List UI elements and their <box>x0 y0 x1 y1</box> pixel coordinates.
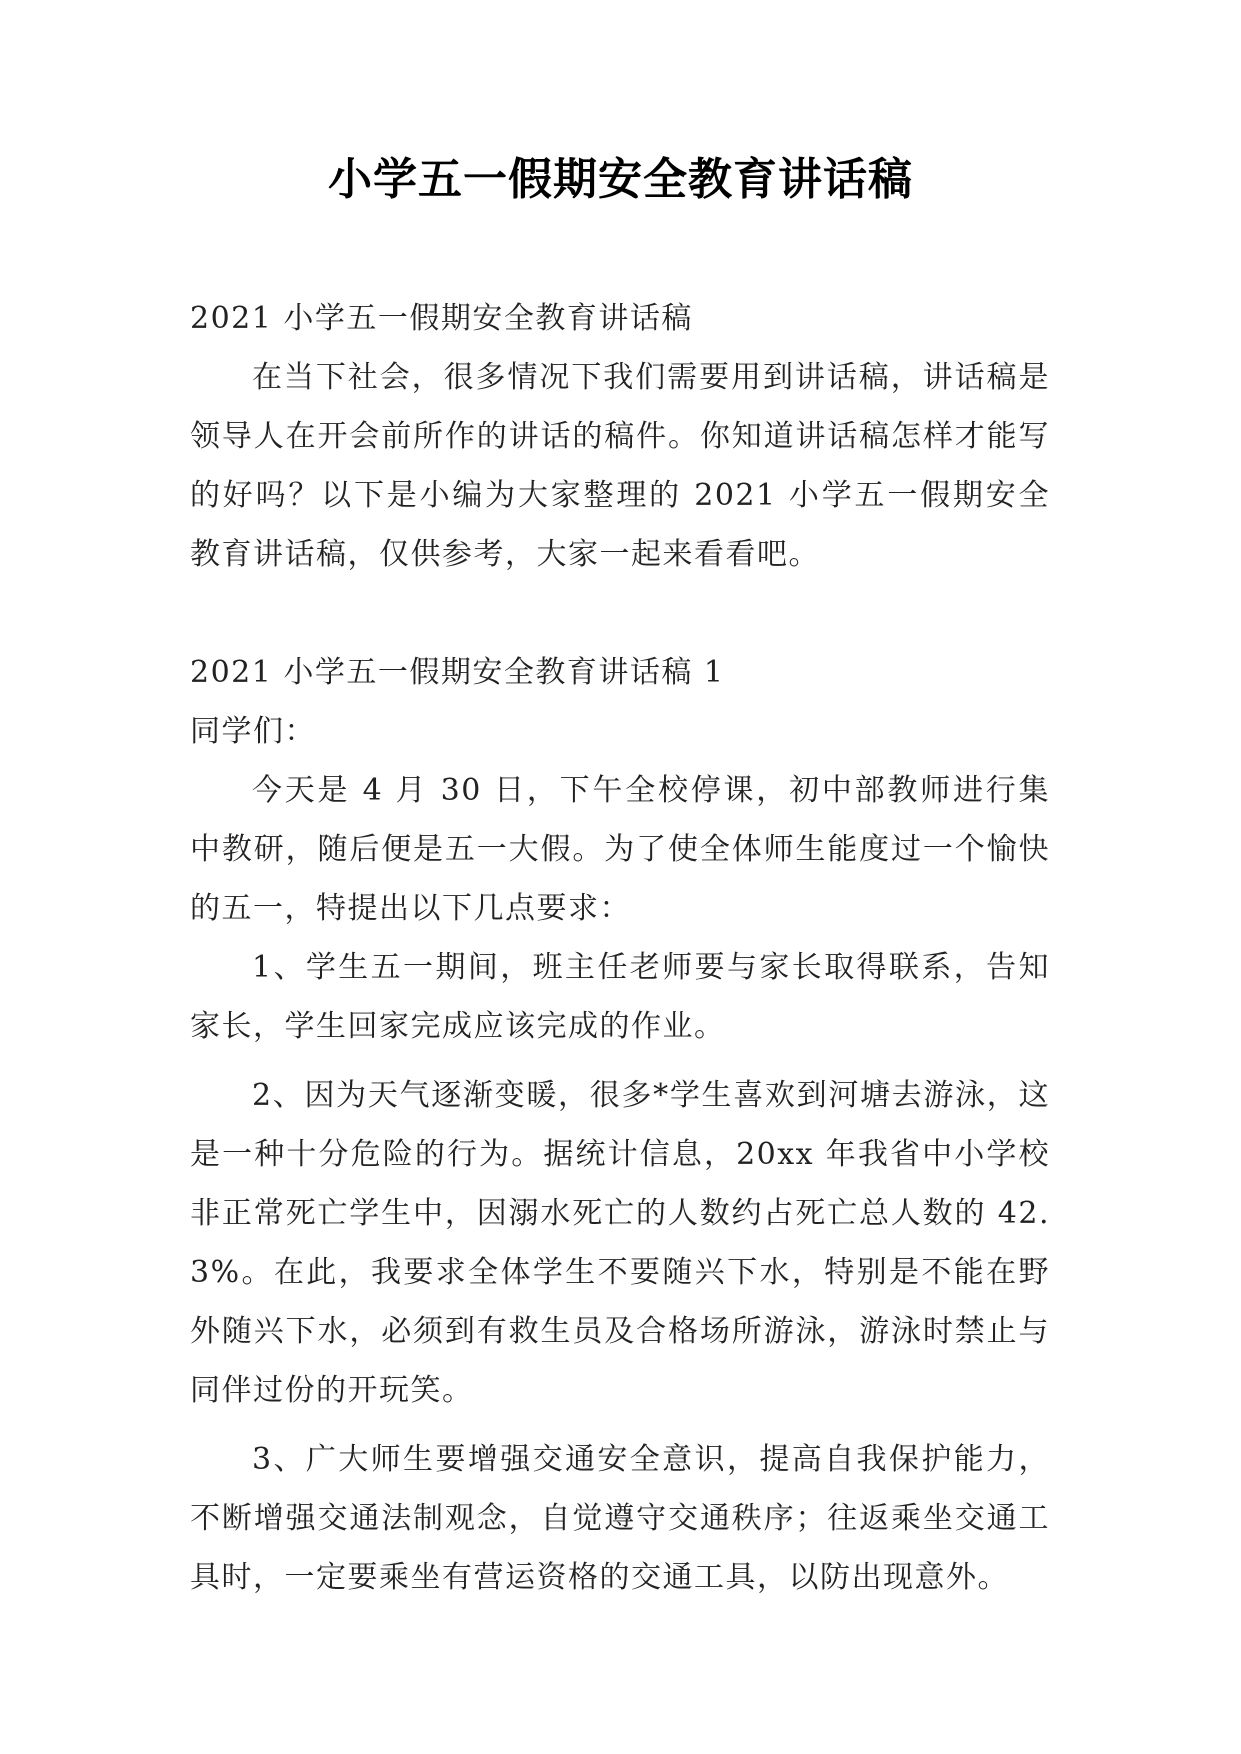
body-paragraph: 今天是 4 月 30 日，下午全校停课，初中部教师进行集中教研，随后便是五一大假。为了使全体师生能度过一个愉快的五一，特提出以下几点要求： <box>190 773 1050 926</box>
body-paragraph: 2、因为天气逐渐变暖，很多*学生喜欢到河塘去游泳，这是一种十分危险的行为。据统计信息，20xx 年我省中小学校非正常死亡学生中，因溺水死亡的人数约占死亡总人数的 42.3%。在此，我要求全体学生不要随兴下水，特别是不能在野外随兴下水，必须到有救生员及合格场所游泳，游泳时禁止与同伴过份的开玩笑。 <box>190 1078 1050 1408</box>
document-subtitle: 2021 小学五一假期安全教育讲话稿 <box>190 301 693 336</box>
body-paragraph: 1、学生五一期间，班主任老师要与家长取得联系，告知家长，学生回家完成应该完成的作业。 <box>190 950 1050 1044</box>
document-title: 小学五一假期安全教育讲话稿 <box>328 154 913 205</box>
body-paragraph: 3、广大师生要增强交通安全意识，提高自我保护能力，不断增强交通法制观念，自觉遵守交通秩序；往返乘坐交通工具时，一定要乘坐有营运资格的交通工具，以防出现意外。 <box>190 1442 1050 1595</box>
section-heading: 2021 小学五一假期安全教育讲话稿 1 <box>190 655 725 690</box>
spacer <box>190 1056 1050 1066</box>
document-body <box>190 289 1050 1607</box>
intro-paragraph: 在当下社会，很多情况下我们需要用到讲话稿，讲话稿是领导人在开会前所作的讲话的稿件。你知道讲话稿怎样才能写的好吗？以下是小编为大家整理的 2021 小学五一假期安全教育讲话稿，仅供参考，大家一起来看看吧。 <box>190 360 1050 572</box>
spacer <box>190 584 1050 643</box>
spacer <box>190 1420 1050 1430</box>
salutation: 同学们： <box>190 714 316 749</box>
